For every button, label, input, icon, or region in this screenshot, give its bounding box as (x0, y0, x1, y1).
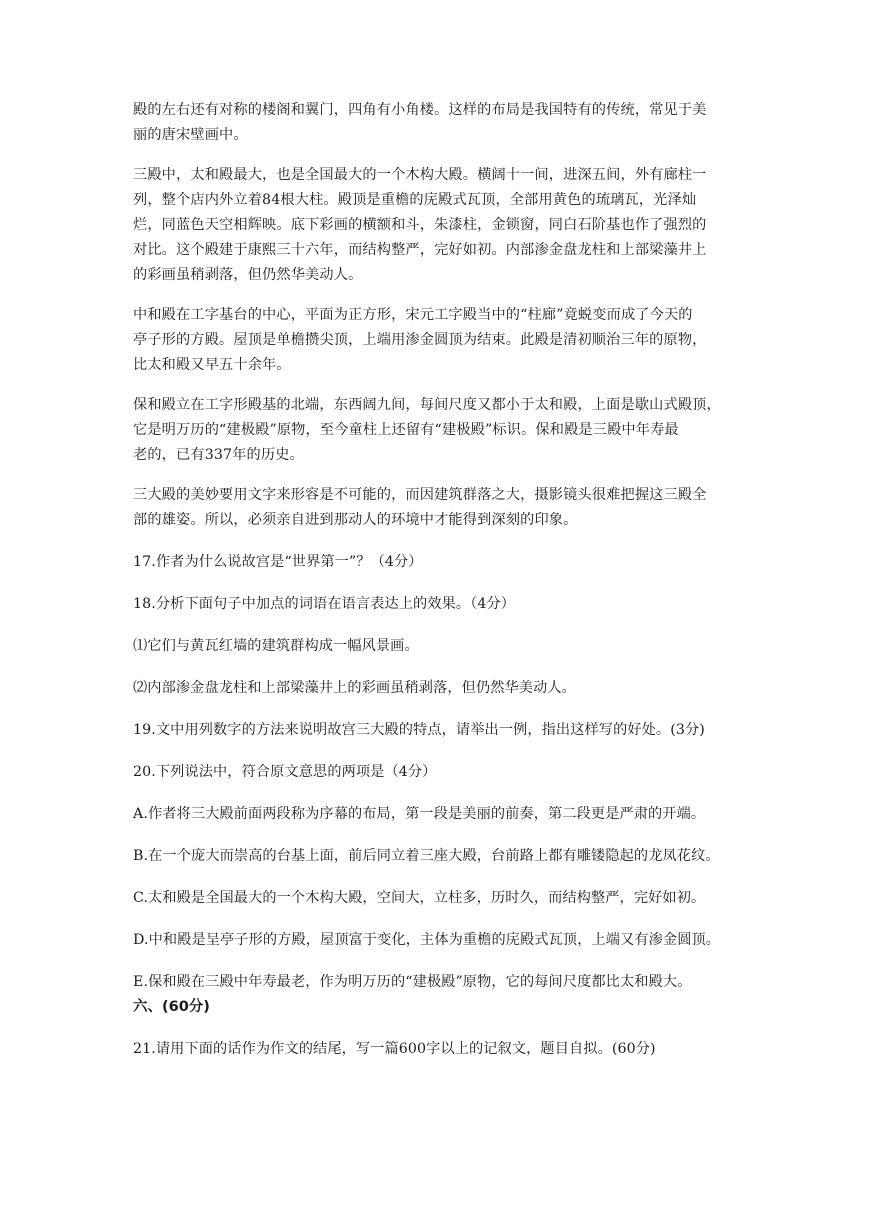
passage-paragraph-1: 殿的左右还有对称的楼阁和翼门，四角有小角楼。这样的布局是我国特有的传统，常见于美 丽的唐宋壁画中。 (133, 102, 707, 143)
question-20-option-e: E.保和殿在三殿中年寿最老，作为明万历的“建极殿”原物，它的每间尺度都比太和殿大。 (133, 974, 692, 990)
question-20: 20.下列说法中，符合原文意思的两项是（4分） (133, 764, 437, 780)
question-20-option-d: D.中和殿是呈亭子形的方殿，屋顶富于变化，主体为重檐的庑殿式瓦顶，上端又有渗金圆顶。 (133, 932, 721, 948)
question-20-option-c: C.太和殿是全国最大的一个木构大殿，空间大，立柱多，历时久，而结构整严，完好如初。 (133, 890, 706, 906)
question-20-option-b: B.在一个庞大而崇高的台基上面，前后同立着三座大殿，台前路上都有雕镂隐起的龙凤花纹。 (133, 848, 720, 864)
question-21: 21.请用下面的话作为作文的结尾，写一篇600字以上的记叙文，题目自拟。(60分) (133, 1041, 656, 1057)
passage-paragraph-3: 中和殿在工字基台的中心，平面为正方形，宋元工字殿当中的“柱廊”竟蜕变而成了今天的 亭子形的方殿。屋顶是单檐攒尖顶，上端用渗金圆顶为结束。此殿是清初顺治三年的原物， 比太和殿又早五十余年。 (133, 307, 707, 373)
question-20-option-a: A.作者将三大殿前面两段称为序幕的布局，第一段是美丽的前奏，第二段更是严肃的开端。 (133, 806, 706, 822)
passage-paragraph-2: 三殿中，太和殿最大，也是全国最大的一个木构大殿。横阔十一间，进深五间，外有廊柱一 列，整个店内外立着84根大柱。殿顶是重檐的庑殿式瓦顶，全部用黄色的琉璃瓦，光泽灿 烂，同蓝色天空相辉映。底下彩画的横额和斗，朱漆柱，金锁窗，同白石阶基也作了强烈的 对比。这个殿建于康熙三十六年，而结构整严，完好如初。内部渗金盘龙柱和上部梁藻井上 的彩画虽稍剥落，但仍然华美动人。 (133, 167, 707, 283)
section-6-heading: 六、(60分) (133, 999, 210, 1015)
question-18: 18.分析下面句子中加点的词语在语言表达上的效果。（4分） (133, 596, 516, 612)
passage-paragraph-5: 三大殿的美妙要用文字来形容是不可能的，而因建筑群落之大，摄影镜头很难把握这三殿全 部的雄姿。所以，必须亲自进到那动人的环境中才能得到深刻的印象。 (133, 487, 707, 528)
question-18-sentence-2: ⑵内部渗金盘龙柱和上部梁藻井上的彩画虽稍剥落，但仍然华美动人。 (133, 680, 576, 696)
passage-paragraph-4: 保和殿立在工字形殿基的北端，东西阔九间，每间尺度又都小于太和殿，上面是歇山式殿顶， 它是明万历的“建极殿”原物，至今童柱上还留有“建极殿”标识。保和殿是三殿中年寿最 老的，已有337年的历史。 (133, 397, 721, 463)
exam-page (133, 98, 739, 1062)
question-19: 19.文中用列数字的方法来说明故宫三大殿的特点，请举出一例，指出这样写的好处。(3分) (133, 722, 705, 738)
question-17: 17.作者为什么说故宫是“世界第一”？（4分） (133, 554, 423, 570)
question-18-sentence-1: ⑴它们与黄瓦红墙的建筑群构成一幅风景画。 (133, 638, 419, 654)
